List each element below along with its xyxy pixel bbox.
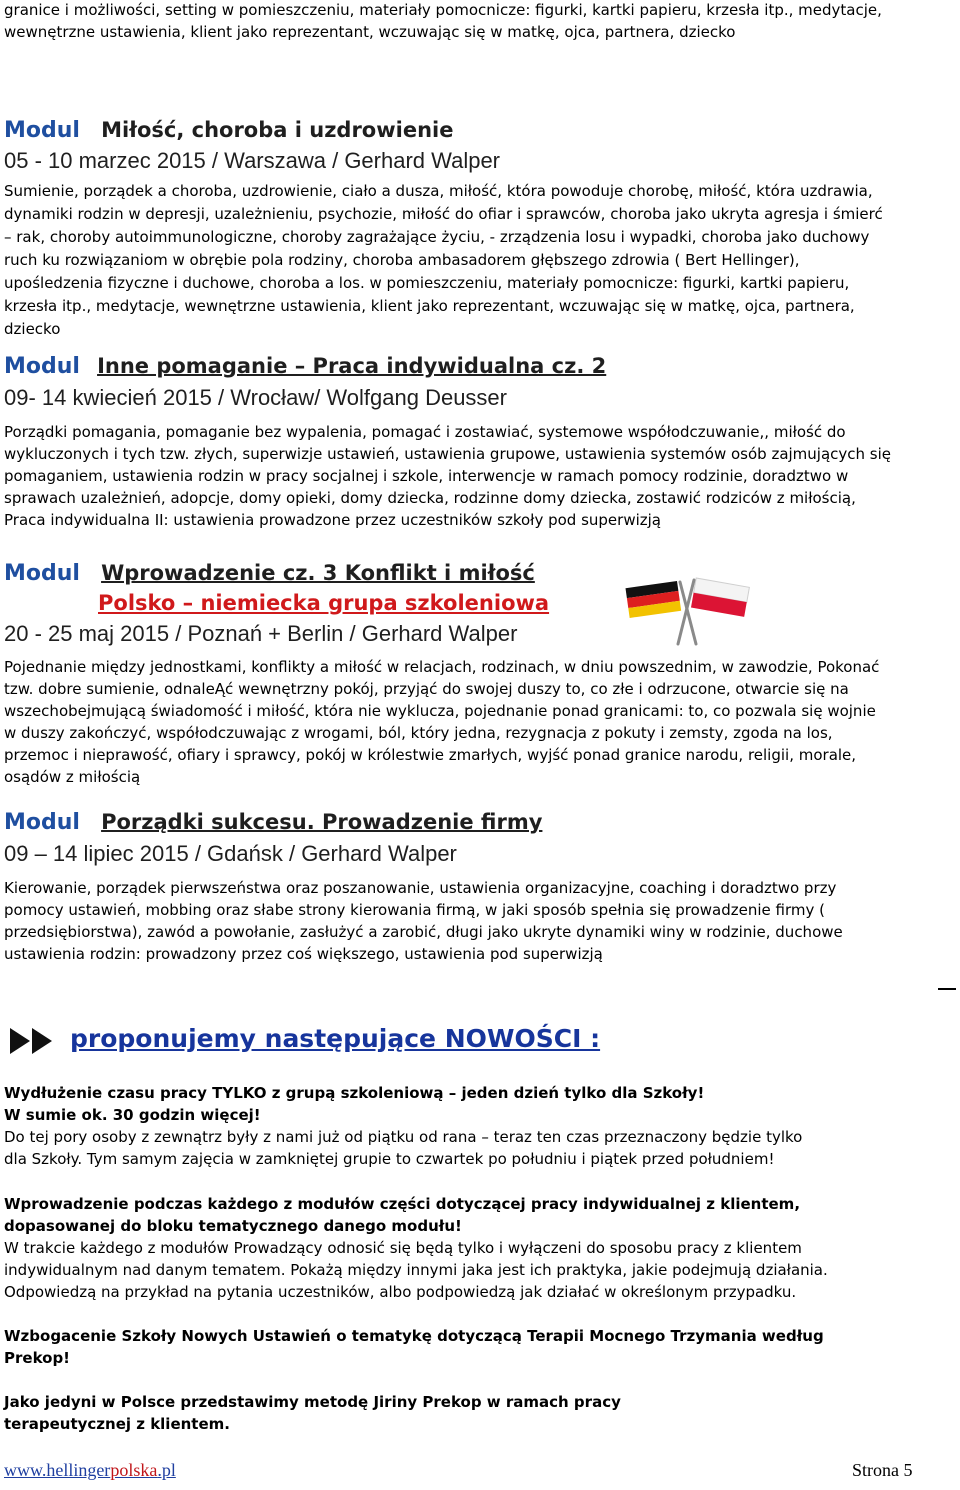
module-1-line-5: upośledzenia fizyczne i duchowe, choroba a los. w pomieszczeniu, materiały pomocnicze: figurki, kartki papieru, — [4, 274, 850, 292]
news-1-text-1: Do tej pory osoby z zewnątrz były z nami już od piątku od rana – teraz ten czas przeznaczony będzie tylko — [4, 1128, 803, 1146]
module-3-line-5: przemoc i nieprawość, ofiary i sprawcy, pokój w królestwie zmarłych, wyjść ponad granice narodu, religii, morale, — [4, 746, 857, 764]
module-3-subtitle: Polsko – niemiecka grupa szkoleniowa — [98, 591, 550, 615]
module-1-line-3: – rak, choroby autoimmunologiczne, choroby zagrażające życiu, - zrządzenia losu i wypadki, choroba jako duchowy — [4, 228, 870, 246]
news-heading: proponujemy następujące NOWOŚCI : — [70, 1024, 601, 1053]
link-part-2: polska — [110, 1460, 158, 1480]
module-2-date: 09- 14 kwiecień 2015 / Wrocław/ Wolfgang Deusser — [4, 385, 507, 410]
news-2-text-2: indywidualnym nad danym tematem. Pokażą między innymi jaka jest ich praktyka, jakie podejmują działania. — [4, 1261, 828, 1279]
module-2-line-2: wykluczonych i tych tzw. złych, superwizje ustawień, ustawienia grupowe, ustawienia systemów osób zajmujących się — [4, 445, 892, 463]
module-1-line-7: dziecko — [4, 320, 61, 338]
module-3-line-3: wszechobejmującą świadomość i miłość, która nie wyklucza, pojednanie ponad granicami: to, co pozwala się wojnie — [4, 702, 876, 720]
footer-website-link[interactable] — [4, 1460, 176, 1481]
module-1-line-2: dynamiki rodzin w depresji, uzależnieniu, psychozie, miłość do ofiar i sprawców, choroba jako ukryta agresja i śmierć — [4, 205, 883, 223]
module-3-line-2: tzw. dobre sumienie, odnaleĄć wewnętrzny pokój, przyjąć do swojej duszy to, co złe i odrzucone, otwarcie się na — [4, 680, 849, 698]
news-1-bold-2: W sumie ok. 30 godzin więcej! — [4, 1106, 261, 1124]
news-3-bold-1: Wzbogacenie Szkoły Nowych Ustawień o tematykę dotyczącą Terapii Mocnego Trzymania według — [4, 1327, 824, 1345]
crossed-flags-icon — [622, 574, 752, 646]
module-4-line-3: przedsiębiorstwa), zawód a powołanie, zasłużyć a zarobić, długi jako ukryte dynamiki winy w rodzinie, duchowe — [4, 923, 843, 941]
module-4-heading — [4, 810, 542, 835]
news-2-text-3: Odpowiedzą na przykład na pytania uczestników, albo podpowiedzą jak działać w określonym przypadku. — [4, 1283, 797, 1301]
module-2-line-5: Praca indywidualna II: ustawienia prowadzone przez uczestników szkoły pod superwizją — [4, 511, 661, 529]
module-2-line-1: Porządki pomagania, pomaganie bez wypalenia, pomagać i zostawiać, systemowe współodczuwanie,, miłość do — [4, 423, 846, 441]
news-2-text-1: W trakcie każdego z modułów Prowadzący odnosić się będą tylko i wyłączeni do sposobu pracy z klientem — [4, 1239, 802, 1257]
news-4-bold-2: terapeutycznej z klientem. — [4, 1415, 230, 1433]
news-1-bold-1: Wydłużenie czasu pracy TYLKO z grupą szkoleniową – jeden dzień tylko dla Szkoły! — [4, 1084, 705, 1102]
module-1-heading — [4, 118, 453, 143]
module-label: Modul — [4, 810, 80, 835]
module-title: Inne pomaganie – Praca indywidualna cz. 2 — [97, 354, 607, 378]
module-4-date: 09 – 14 lipiec 2015 / Gdańsk / Gerhard Walper — [4, 841, 457, 866]
module-4-line-2: pomocy ustawień, mobbing oraz słabe strony kierowania firmą, w jaki sposób spełnia się prowadzenie firmy ( — [4, 901, 825, 919]
news-2-bold-2: dopasowanej do bloku tematycznego danego modułu! — [4, 1217, 462, 1235]
module-title: Porządki sukcesu. Prowadzenie firmy — [101, 810, 543, 834]
link-part-3: .pl — [157, 1460, 176, 1480]
module-1-line-4: ruch ku rozwiązaniom w obrębie pola rodziny, choroba ambasadorem głębszego zdrowia ( Bert Hellinger), — [4, 251, 800, 269]
module-4-line-1: Kierowanie, porządek pierwszeństwa oraz poszanowanie, ustawienia organizacyjne, coaching i doradztwo przy — [4, 879, 837, 897]
link-part-1: www.hellinger — [4, 1460, 111, 1480]
module-2-line-4: sprawach uzależnień, adopcje, domy opieki, domy dziecka, rodzinne domy dziecka, zostawić rodziców z miłością, — [4, 489, 856, 507]
module-2-heading — [4, 354, 606, 379]
module-3-heading — [4, 561, 535, 586]
module-2-line-3: pomaganiem, ustawienia rodzin w pracy socjalnej i szkole, interwencje w ramach pomocy rodzinie, doradztwo w — [4, 467, 849, 485]
module-1-line-6: krzesła itp., medytacje, wewnętrzne ustawienia, klient jako reprezentant, wczuwając się w matkę, ojca, partnera, — [4, 297, 855, 315]
stray-dash — [938, 988, 956, 990]
module-title: Miłość, choroba i uzdrowienie — [101, 118, 454, 142]
news-2-bold-1: Wprowadzenie podczas każdego z modułów części dotyczącej pracy indywidualnej z klientem, — [4, 1195, 801, 1213]
module-3-line-1: Pojednanie między jednostkami, konflikty a miłość w relacjach, rodzinach, w dniu powszednim, w zawodzie, Pokonać — [4, 658, 880, 676]
intro-line-1: granice i możliwości, setting w pomieszczeniu, materiały pomocnicze: figurki, kartki papieru, krzesła itp., medytacje, — [4, 1, 882, 19]
module-3-line-6: osądów z miłością — [4, 768, 141, 786]
module-label: Modul — [4, 354, 80, 379]
module-3-line-4: w duszy zakończyć, współodczuwając z wrogami, ból, który jedna, rezygnacja z pokuty i zemsty, zgoda na los, — [4, 724, 833, 742]
news-4-bold-1: Jako jedyni w Polsce przedstawimy metodę Jiriny Prekop w ramach pracy — [4, 1393, 621, 1411]
module-4-line-4: ustawienia rodzin: prowadzony przez coś większego, ustawienia pod superwizją — [4, 945, 603, 963]
module-label: Modul — [4, 561, 80, 586]
page-number: Strona 5 — [852, 1460, 913, 1480]
news-1-text-2: dla Szkoły. Tym samym zajęcia w zamkniętej grupie to czwartek po południu i piątek przed południem! — [4, 1150, 775, 1168]
news-3-bold-2: Prekop! — [4, 1349, 71, 1367]
module-1-line-1: Sumienie, porządek a choroba, uzdrowienie, ciało a dusza, miłość, która powoduje chorobę, miłość, która uzdrawia, — [4, 182, 873, 200]
double-arrow-right-icon — [8, 1026, 58, 1056]
module-3-date: 20 - 25 maj 2015 / Poznań + Berlin / Gerhard Walper — [4, 621, 518, 646]
module-label: Modul — [4, 118, 80, 143]
intro-line-2: wewnętrzne ustawienia, klient jako reprezentant, wczuwając się w matkę, ojca, partnera, dziecko — [4, 23, 736, 41]
module-title: Wprowadzenie cz. 3 Konflikt i miłość — [101, 561, 535, 585]
module-1-date: 05 - 10 marzec 2015 / Warszawa / Gerhard Walper — [4, 148, 501, 173]
